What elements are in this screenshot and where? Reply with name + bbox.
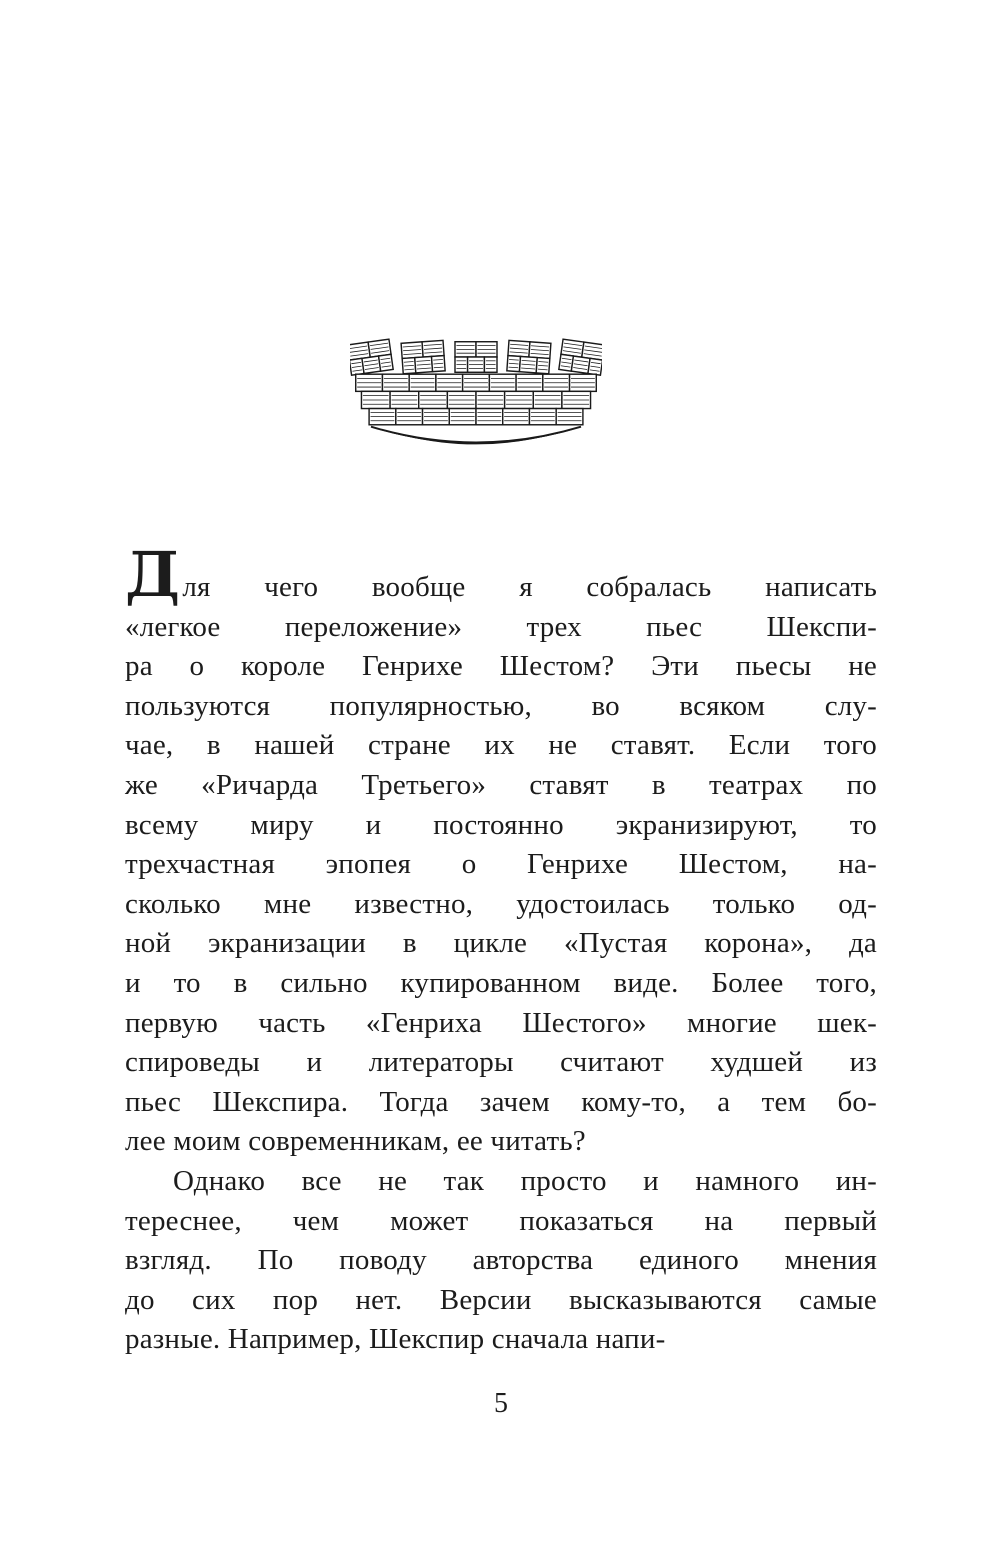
- text-line: трехчастная эпопея о Генрихе Шестом, на-: [125, 848, 877, 881]
- text-line: спироведы и литераторы считают худшей из: [125, 1046, 877, 1079]
- text-line: [125, 538, 877, 611]
- mural-crown-icon: [350, 336, 602, 462]
- crown-illustration: [350, 336, 602, 462]
- text-line: Однако все не так просто и намного ин-: [173, 1164, 877, 1197]
- page-number: 5: [494, 1388, 508, 1419]
- text-line: чае, в нашей стране их не ставят. Если того: [125, 729, 877, 762]
- text-line: «легкое переложение» трех пьес Шекспи-: [125, 610, 877, 643]
- body-text: [125, 538, 877, 1360]
- text-line: сколько мне известно, удостоилась только од-: [125, 887, 877, 920]
- text-line: и то в сильно купированном виде. Более того,: [125, 966, 877, 999]
- text-line: взгляд. По поводу авторства единого мнения: [125, 1244, 877, 1277]
- text-line: всему миру и постоянно экранизируют, то: [125, 808, 877, 841]
- text-line: ра о короле Генрихе Шестом? Эти пьесы не: [125, 650, 877, 683]
- text-line: пользуются популярностью, во всяком слу-: [125, 689, 877, 722]
- text-line: первую часть «Генриха Шестого» многие шек-: [125, 1006, 877, 1039]
- drop-cap: Д: [125, 538, 181, 611]
- text-line: же «Ричарда Третьего» ставят в театрах по: [125, 768, 877, 801]
- text-line: разные. Например, Шекспир сначала напи-: [125, 1323, 666, 1356]
- text-line: ной экранизации в цикле «Пустая корона», да: [125, 927, 877, 960]
- text-line-content: ля чего вообще я собралась написать: [182, 571, 877, 603]
- text-line: пьес Шекспира. Тогда зачем кому-то, а тем бо-: [125, 1085, 877, 1118]
- text-line: лее моим современникам, ее читать?: [125, 1125, 586, 1158]
- text-line: до сих пор нет. Версии высказываются самые: [125, 1283, 877, 1316]
- text-line: тереснее, чем может показаться на первый: [125, 1204, 877, 1237]
